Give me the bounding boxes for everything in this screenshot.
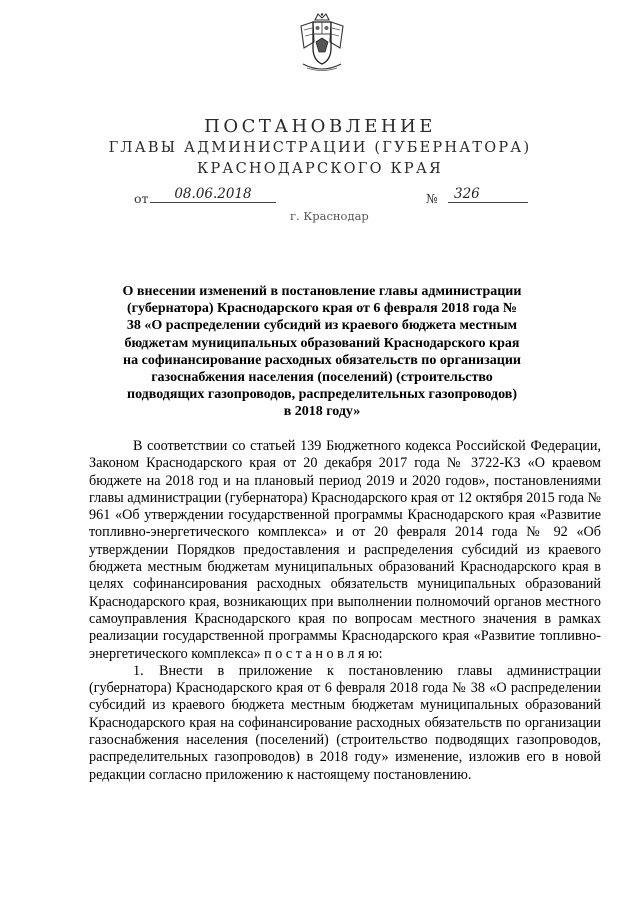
item-number: 1.: [133, 662, 144, 679]
item-text: Внести в приложение к постановлению главы администрации (губернатора) Краснодарского края от 6 февраля 2018 года № 38 «О распределении субсидий из краевого бюджета местным бюджетам муниципальных образований Краснодарского края на софинансирование расходных обязательств по организации газоснабжения населения (поселений) (строительство подводящих газопроводов, распределительных газопроводов) в 2018 году» изменение, изложив его в новой редакции согласно приложению к настоящему постановлению.: [89, 662, 601, 783]
document-heading: О внесении изменений в постановление главы администрации (губернатора) Краснодарского края от 6 февраля 2018 года № 38 «О распределении субсидий из краевого бюджета местным бюджетам муниципальных образований Краснодарского края на софинансирование расходных обязательств по организации газоснабжения населения (поселений) (строительство подводящих газопроводов, распределительных газопроводов) в 2018 году»: [122, 284, 522, 420]
date-label: от: [134, 191, 149, 206]
coat-of-arms-icon: [297, 12, 347, 74]
preamble-paragraph: В соответствии со статьей 139 Бюджетного кодекса Российской Федерации, Законом Краснодарского края от 20 декабря 2017 года № 3722-КЗ «О краевом бюджете на 2018 год и на плановый период 2019 и 2020 годов», постановлениями главы администрации (губернатора) Краснодарского края от 12 октября 2015 года № 961 «Об утверждении государственной программы Краснодарского края «Развитие топливно-энергетического комплекса» и от 20 февраля 2014 года № 92 «Об утверждении Порядков предоставления и распределения субсидий из краевого бюджета местным бюджетам муниципальных образований Краснодарского края в целях софинансирования расходных обязательств муниципальных образований Краснодарского края, возникающих при выполнении полномочий органов местного самоуправления Краснодарского края по вопросам местного значения в рамках реализации государственной программы Краснодарского края «Развитие топливно-энергетического комплекса» п о с т а н о в л я ю:: [89, 438, 601, 662]
document-date: 08.06.2018: [150, 186, 276, 203]
document-city: г. Краснодар: [290, 209, 369, 223]
document-number: 326: [448, 186, 528, 203]
issuer-line-1: ГЛАВЫ АДМИНИСТРАЦИИ (ГУБЕРНАТОРА): [108, 140, 532, 156]
issuer-line-2: КРАСНОДАРСКОГО КРАЯ: [197, 161, 443, 177]
number-label: №: [426, 191, 438, 206]
document-body: [89, 438, 601, 784]
list-item: [89, 663, 601, 784]
document-type-title: ПОСТАНОВЛЕНИЕ: [204, 116, 436, 137]
